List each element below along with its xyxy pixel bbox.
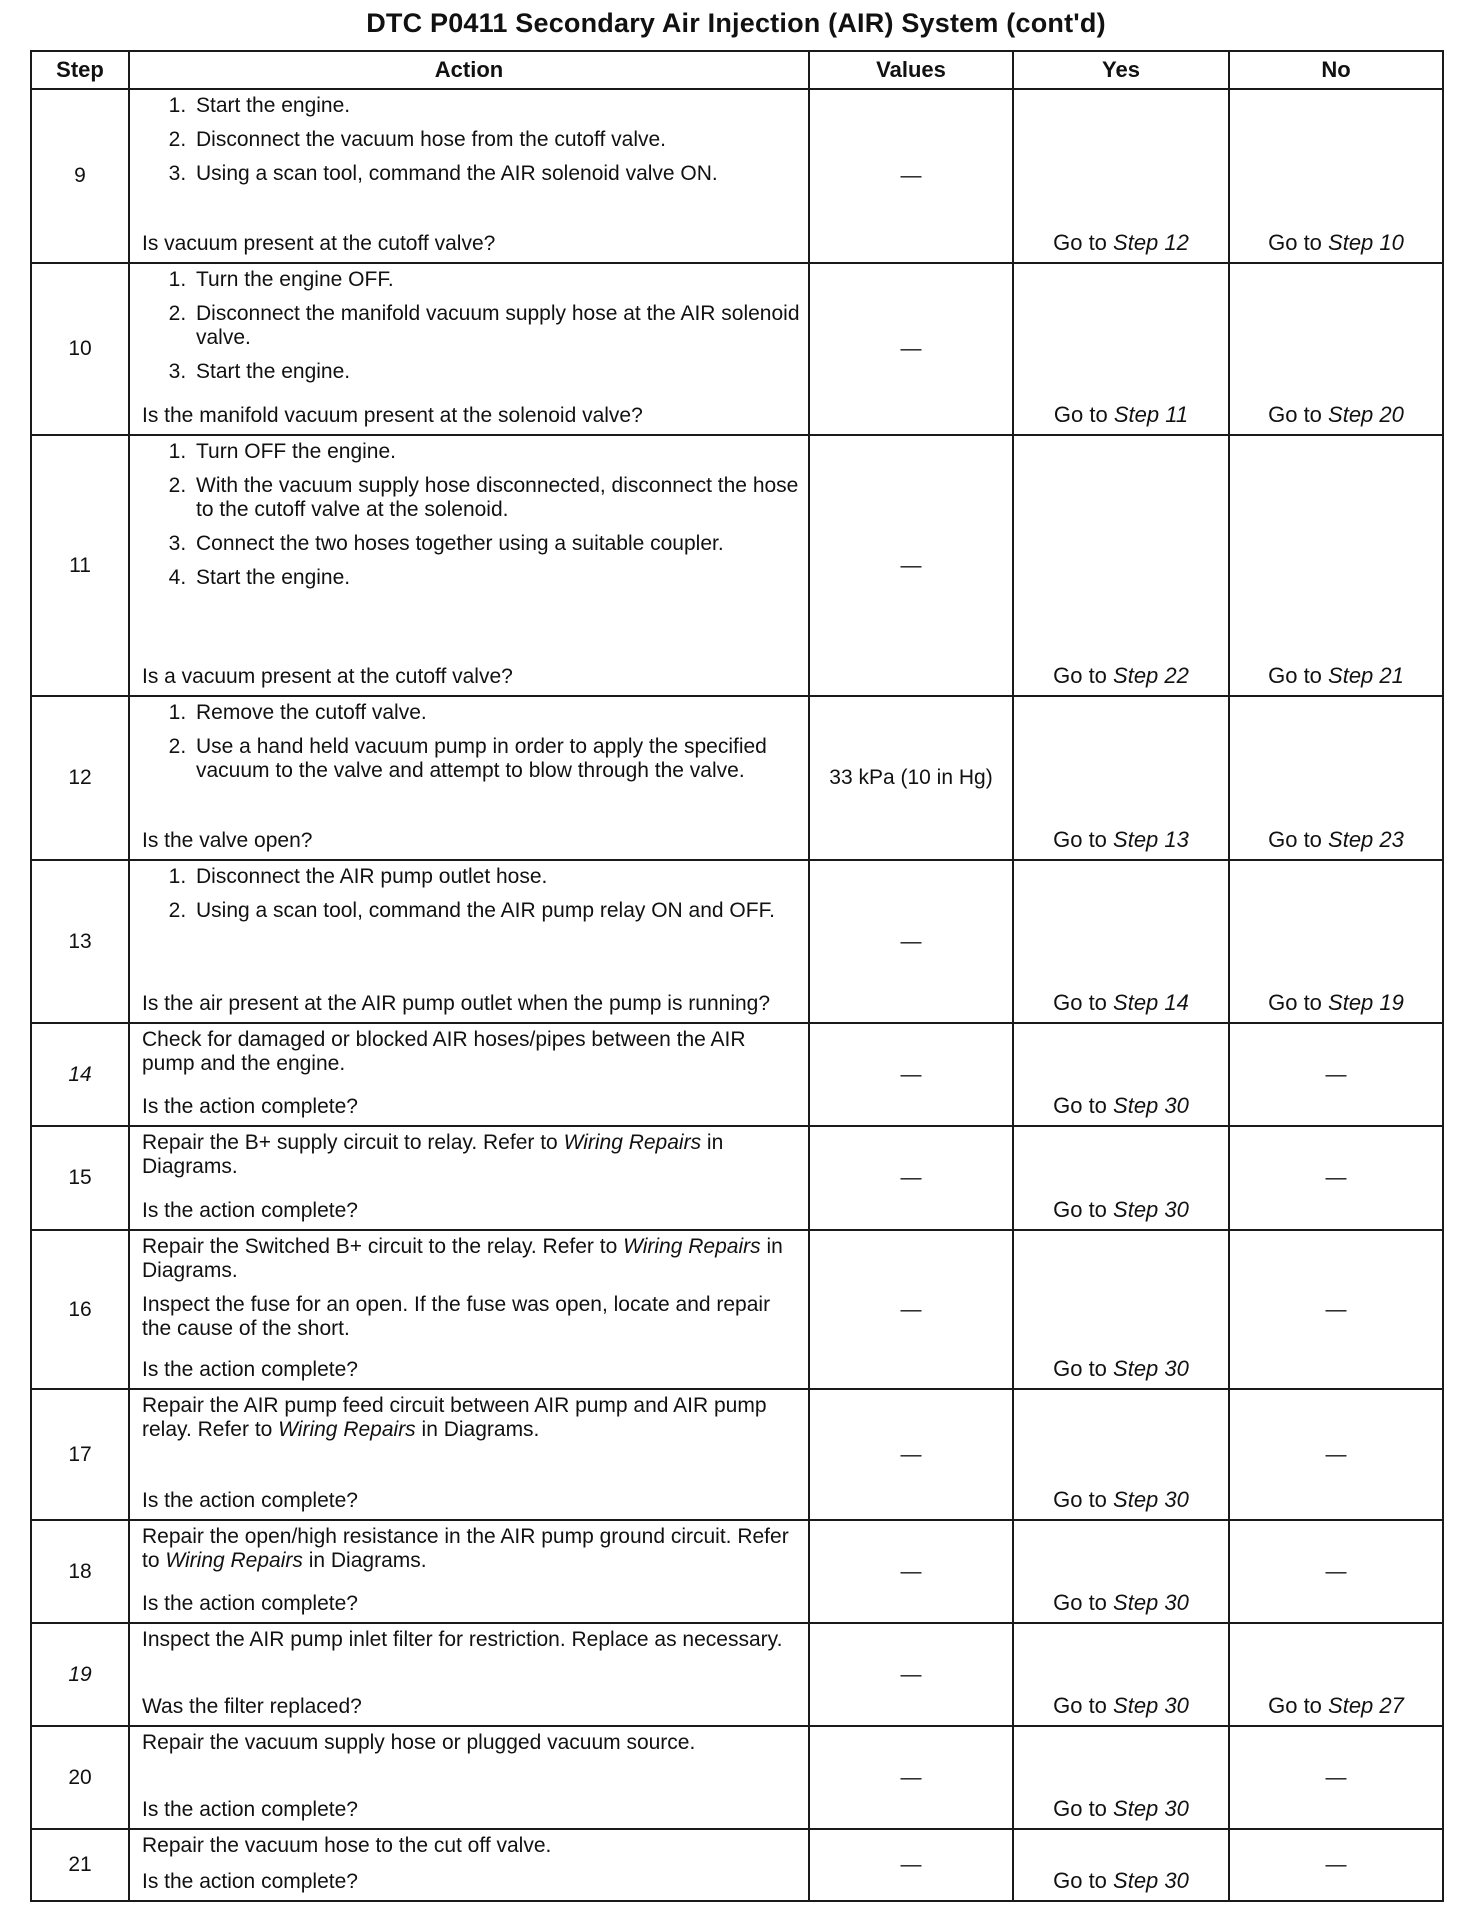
action-cell: [129, 1623, 809, 1726]
action-text: in Diagrams.: [142, 1235, 783, 1282]
action-cell: [129, 1230, 809, 1389]
no-step-ref: Step 21: [1328, 663, 1404, 688]
action-step: 1. Turn the engine OFF.: [192, 268, 800, 292]
step-number: 12: [31, 696, 129, 860]
yes-cell: [1013, 89, 1229, 263]
values-cell: 33 kPa (10 in Hg): [809, 696, 1013, 860]
action-cell: [129, 435, 809, 696]
yes-cell: [1013, 1623, 1229, 1726]
reference-link: Wiring Repairs: [165, 1549, 303, 1572]
no-step-ref: Step 23: [1328, 827, 1404, 852]
action-question: Is the action complete?: [142, 1489, 358, 1512]
action-cell: [129, 1126, 809, 1230]
yes-step-ref: Step 30: [1113, 1868, 1189, 1893]
table-row: [31, 1520, 1443, 1623]
yes-prefix: Go to: [1053, 230, 1114, 255]
step-number: 11: [31, 435, 129, 696]
action-question: Is the action complete?: [142, 1199, 358, 1222]
table-row: [31, 860, 1443, 1023]
yes-step-ref: Step 22: [1113, 663, 1189, 688]
action-text: Repair the open/high resistance in the AIR pump ground circuit. Refer to: [142, 1525, 789, 1572]
values-cell: —: [809, 1726, 1013, 1829]
values-cell: —: [809, 1520, 1013, 1623]
action-question: Is the action complete?: [142, 1592, 358, 1615]
table-row: [31, 696, 1443, 860]
no-step-ref: Step 20: [1328, 402, 1404, 427]
values-cell: —: [809, 435, 1013, 696]
header-no: No: [1229, 51, 1443, 89]
action-cell: [129, 696, 809, 860]
no-prefix: Go to: [1268, 990, 1329, 1015]
action-step: 1. Turn OFF the engine.: [192, 440, 800, 464]
action-question: Is the valve open?: [142, 829, 313, 852]
values-cell: —: [809, 1126, 1013, 1230]
no-cell: [1229, 89, 1443, 263]
action-step: 2. With the vacuum supply hose disconnected, disconnect the hose to the cutoff valve at the solenoid.: [192, 474, 800, 522]
no-prefix: Go to: [1268, 230, 1329, 255]
values-cell: —: [809, 860, 1013, 1023]
action-cell: [129, 1726, 809, 1829]
dtc-table: [30, 50, 1444, 1902]
step-number: 10: [31, 263, 129, 435]
table-row: [31, 263, 1443, 435]
table-row: [31, 1023, 1443, 1126]
action-paragraph: [142, 1235, 800, 1283]
action-text: Inspect the AIR pump inlet filter for restriction. Replace as necessary.: [142, 1628, 783, 1651]
action-question: Is the air present at the AIR pump outlet when the pump is running?: [142, 992, 771, 1015]
yes-step-ref: Step 30: [1113, 1487, 1189, 1512]
table-row: [31, 1126, 1443, 1230]
action-text: in Diagrams.: [142, 1131, 724, 1178]
step-number: 14: [31, 1023, 129, 1126]
table-row: [31, 1389, 1443, 1520]
no-cell: [1229, 263, 1443, 435]
action-step: 2. Disconnect the vacuum hose from the cutoff valve.: [192, 128, 800, 152]
yes-prefix: Go to: [1053, 1693, 1114, 1718]
yes-step-ref: Step 30: [1113, 1693, 1189, 1718]
yes-prefix: Go to: [1053, 1796, 1114, 1821]
page-title: DTC P0411 Secondary Air Injection (AIR) System (cont'd): [366, 8, 1106, 38]
action-content: [142, 701, 800, 853]
action-cell: [129, 89, 809, 263]
action-question: Is the action complete?: [142, 1798, 358, 1821]
no-prefix: Go to: [1268, 827, 1329, 852]
no-cell: —: [1229, 1126, 1443, 1230]
yes-prefix: Go to: [1053, 663, 1114, 688]
action-paragraph: [142, 1731, 800, 1755]
action-step: 1. Start the engine.: [192, 94, 800, 118]
yes-step-ref: Step 30: [1113, 1197, 1189, 1222]
action-question: Is vacuum present at the cutoff valve?: [142, 232, 496, 255]
table-row: [31, 1829, 1443, 1901]
action-content: [142, 1131, 800, 1223]
no-cell: —: [1229, 1230, 1443, 1389]
yes-step-ref: Step 30: [1113, 1796, 1189, 1821]
action-content: [142, 1731, 800, 1822]
action-content: [142, 1525, 800, 1616]
no-step-ref: Step 27: [1328, 1693, 1404, 1718]
header-yes: Yes: [1013, 51, 1229, 89]
action-content: [142, 1235, 800, 1382]
yes-prefix: Go to: [1053, 990, 1114, 1015]
action-text: Repair the Switched B+ circuit to the relay. Refer to: [142, 1235, 624, 1258]
no-step-ref: Step 10: [1328, 230, 1404, 255]
yes-cell: [1013, 860, 1229, 1023]
values-cell: —: [809, 89, 1013, 263]
yes-step-ref: Step 30: [1113, 1590, 1189, 1615]
no-cell: [1229, 435, 1443, 696]
action-step-list: [142, 865, 800, 933]
yes-step-ref: Step 30: [1113, 1093, 1189, 1118]
action-content: [142, 440, 800, 689]
no-cell: —: [1229, 1520, 1443, 1623]
no-prefix: Go to: [1268, 1693, 1329, 1718]
action-text: Repair the vacuum hose to the cut off valve.: [142, 1834, 552, 1857]
step-number: 18: [31, 1520, 129, 1623]
yes-step-ref: Step 14: [1113, 990, 1189, 1015]
reference-link: Wiring Repairs: [278, 1418, 416, 1441]
action-cell: [129, 1023, 809, 1126]
table-row: [31, 1623, 1443, 1726]
action-step: 1. Disconnect the AIR pump outlet hose.: [192, 865, 800, 889]
yes-cell: [1013, 1520, 1229, 1623]
action-step: 3. Connect the two hoses together using a suitable coupler.: [192, 532, 800, 556]
action-step: 3. Start the engine.: [192, 360, 800, 384]
step-number: 20: [31, 1726, 129, 1829]
action-cell: [129, 1389, 809, 1520]
action-content: [142, 1628, 800, 1719]
action-step-list: [142, 94, 800, 196]
yes-cell: [1013, 696, 1229, 860]
no-cell: —: [1229, 1023, 1443, 1126]
action-step: 2. Use a hand held vacuum pump in order to apply the specified vacuum to the valve and attempt to blow through the valve.: [192, 735, 800, 783]
yes-prefix: Go to: [1053, 1093, 1114, 1118]
yes-prefix: Go to: [1053, 827, 1114, 852]
step-number: 17: [31, 1389, 129, 1520]
yes-cell: [1013, 1389, 1229, 1520]
action-text: Inspect the fuse for an open. If the fuse was open, locate and repair the cause of the short.: [142, 1293, 771, 1340]
yes-cell: [1013, 1023, 1229, 1126]
values-cell: —: [809, 263, 1013, 435]
action-question: Is the action complete?: [142, 1095, 358, 1118]
action-step: 2. Using a scan tool, command the AIR pump relay ON and OFF.: [192, 899, 800, 923]
action-step-list: [142, 701, 800, 793]
action-paragraph: [142, 1131, 800, 1179]
values-cell: —: [809, 1623, 1013, 1726]
yes-prefix: Go to: [1053, 1356, 1114, 1381]
action-paragraph: [142, 1028, 800, 1076]
step-number: 15: [31, 1126, 129, 1230]
no-cell: —: [1229, 1829, 1443, 1901]
values-cell: —: [809, 1389, 1013, 1520]
action-text: Repair the vacuum supply hose or plugged vacuum source.: [142, 1731, 696, 1754]
values-cell: —: [809, 1230, 1013, 1389]
reference-link: Wiring Repairs: [623, 1235, 761, 1258]
reference-link: Wiring Repairs: [563, 1131, 702, 1154]
action-step: 1. Remove the cutoff valve.: [192, 701, 800, 725]
step-number: 9: [31, 89, 129, 263]
action-paragraph: [142, 1628, 800, 1652]
action-content: [142, 1834, 800, 1894]
step-number: 21: [31, 1829, 129, 1901]
action-text: in Diagrams.: [415, 1418, 540, 1441]
action-text: Repair the B+ supply circuit to relay. Refer to: [142, 1131, 564, 1154]
action-step-list: [142, 268, 800, 394]
table-row: [31, 1230, 1443, 1389]
action-content: [142, 1028, 800, 1119]
yes-cell: [1013, 435, 1229, 696]
values-cell: —: [809, 1023, 1013, 1126]
action-step: 4. Start the engine.: [192, 566, 800, 590]
yes-step-ref: Step 30: [1113, 1356, 1189, 1381]
action-text: Check for damaged or blocked AIR hoses/pipes between the AIR pump and the engine.: [142, 1028, 746, 1075]
yes-prefix: Go to: [1053, 1868, 1114, 1893]
action-text: in Diagrams.: [302, 1549, 427, 1572]
action-question: Is the action complete?: [142, 1870, 358, 1893]
action-question: Is the action complete?: [142, 1358, 358, 1381]
table-row: [31, 89, 1443, 263]
action-paragraph: [142, 1293, 800, 1341]
yes-cell: [1013, 263, 1229, 435]
step-number: 19: [31, 1623, 129, 1726]
table-row: [31, 435, 1443, 696]
no-cell: —: [1229, 1726, 1443, 1829]
no-prefix: Go to: [1268, 402, 1329, 427]
step-number: 16: [31, 1230, 129, 1389]
yes-prefix: Go to: [1053, 1197, 1114, 1222]
yes-cell: [1013, 1726, 1229, 1829]
action-question: Is a vacuum present at the cutoff valve?: [142, 665, 513, 688]
action-cell: [129, 263, 809, 435]
action-text: Repair the AIR pump feed circuit between AIR pump and AIR pump relay. Refer to: [142, 1394, 767, 1441]
yes-prefix: Go to: [1053, 402, 1114, 427]
yes-cell: [1013, 1829, 1229, 1901]
action-paragraph: [142, 1394, 800, 1442]
action-step-list: [142, 440, 800, 600]
yes-step-ref: Step 13: [1113, 827, 1189, 852]
no-cell: —: [1229, 1389, 1443, 1520]
yes-step-ref: Step 12: [1113, 230, 1189, 255]
action-cell: [129, 1829, 809, 1901]
action-content: [142, 1394, 800, 1513]
values-cell: —: [809, 1829, 1013, 1901]
header-step: Step: [31, 51, 129, 89]
action-content: [142, 865, 800, 1016]
yes-cell: [1013, 1230, 1229, 1389]
action-step: 2. Disconnect the manifold vacuum supply hose at the AIR solenoid valve.: [192, 302, 800, 350]
yes-step-ref: Step 11: [1113, 402, 1189, 427]
step-number: 13: [31, 860, 129, 1023]
no-step-ref: Step 19: [1328, 990, 1404, 1015]
action-content: [142, 268, 800, 428]
action-question: Was the filter replaced?: [142, 1695, 362, 1718]
no-cell: [1229, 860, 1443, 1023]
header-values: Values: [809, 51, 1013, 89]
action-cell: [129, 860, 809, 1023]
yes-prefix: Go to: [1053, 1590, 1114, 1615]
action-content: [142, 94, 800, 256]
yes-cell: [1013, 1126, 1229, 1230]
action-cell: [129, 1520, 809, 1623]
action-paragraph: [142, 1834, 800, 1858]
action-step: 3. Using a scan tool, command the AIR solenoid valve ON.: [192, 162, 800, 186]
action-question: Is the manifold vacuum present at the solenoid valve?: [142, 404, 643, 427]
no-cell: [1229, 1623, 1443, 1726]
no-cell: [1229, 696, 1443, 860]
table-row: [31, 1726, 1443, 1829]
action-paragraph: [142, 1525, 800, 1573]
yes-prefix: Go to: [1053, 1487, 1114, 1512]
table-header-row: [31, 51, 1443, 89]
no-prefix: Go to: [1268, 663, 1329, 688]
header-action: Action: [129, 51, 809, 89]
